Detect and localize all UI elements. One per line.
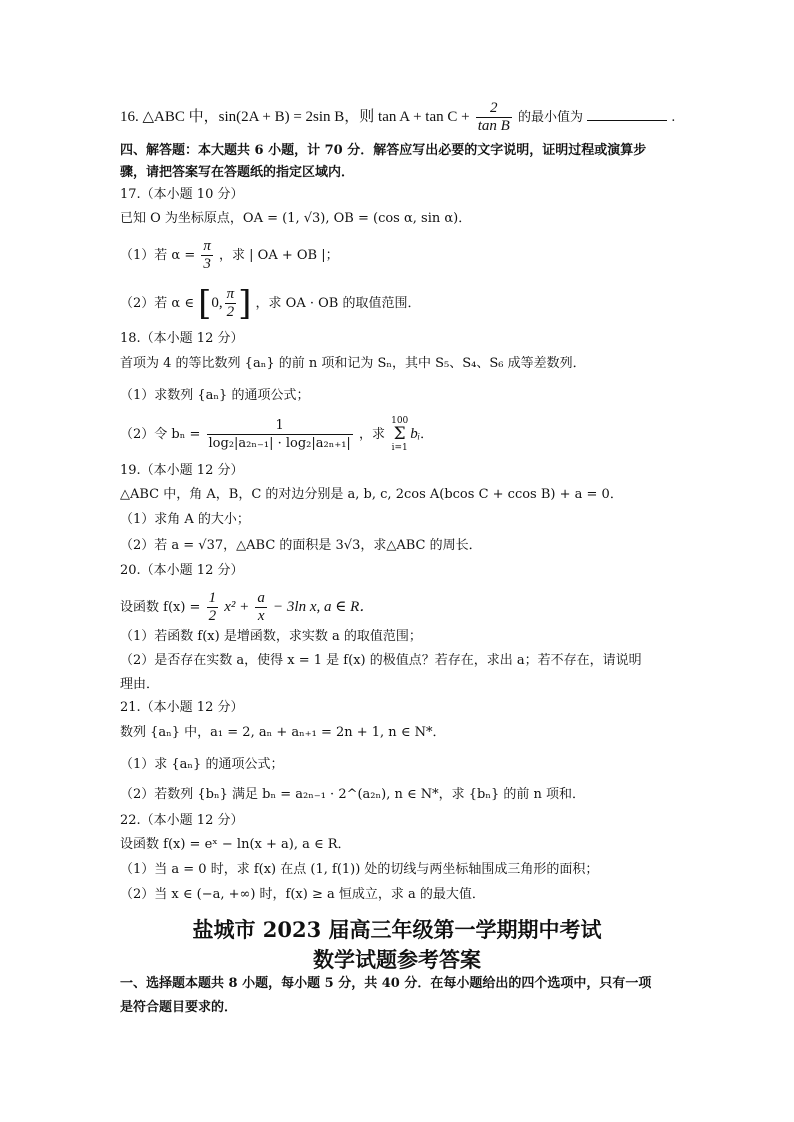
answer-section-1-cont: 是符合题目要求的． [120, 1000, 238, 1015]
q16-text: 16. △ABC 中，sin(2A + B) = 2sin B，则 tan A + tan C + [120, 109, 470, 125]
question-16: 16. △ABC 中，sin(2A + B) = 2sin B，则 tan A + tan C + $\frac{2}{\text{tan B}}$ 的最小值为 . [120, 100, 676, 134]
q20-part2-cont: 理由． [120, 677, 160, 692]
section-4-instructions-cont: 骤，请把答案写在答题纸的指定区域内． [120, 165, 355, 180]
q18-stem: 首项为 4 的等比数列 {aₙ} 的前 n 项和记为 Sₙ，其中 S₅、S₄、S₆ 成等差数列． [120, 356, 586, 371]
section-4-instructions: 四、解答题：本大题共 6 小题，计 70 分．解答应写出必要的文字说明，证明过程或演算步 [120, 143, 647, 158]
q17-part1: （1）若 α = $\frac{\pi}{3}$ ，求 | OA + OB |； [120, 238, 339, 272]
q17-p2-fraction: $\frac{\pi}{2}$ [226, 286, 235, 320]
q22-stem: 设函数 f(x) = eˣ − ln(x + a), a ∈ R． [120, 837, 351, 852]
q21-header: 21.（本小题 12 分） [120, 700, 244, 715]
q16-fraction: $\frac{2}{\text{tan B}}$ [477, 100, 510, 134]
q20-fraction-a-over-x: $\frac{a}{x}$ [257, 590, 265, 624]
q21-part1: （1）求 {aₙ} 的通项公式； [120, 757, 284, 772]
q22-part2: （2）当 x ∈ (−a, +∞) 时，f(x) ≥ a 恒成立，求 a 的最大值． [120, 887, 485, 902]
q19-stem: △ABC 中，角 A，B，C 的对边分别是 a, b, c, 2cos A(bcos C + ccos B) + a = 0． [120, 487, 623, 502]
q19-part2: （2）若 a = √37，△ABC 的面积是 3√3，求△ABC 的周长． [120, 538, 482, 553]
q16-suffix: 的最小值为 [517, 110, 583, 125]
q18-part2: （2）令 bₙ = $\frac{1}{\text{log₂|a₂ₙ₋₁| · log₂|a₂ₙ₊₁|}}$ ，求 100 Σ i=1bᵢ． [120, 416, 434, 453]
q17-part2: （2）若 α ∈ [0, $\frac{\pi}{2}$ ] ，求 OA · OB 的取值范围． [120, 283, 421, 324]
q20-fraction-half: $\frac{1}{2}$ [208, 590, 217, 624]
answer-key-subtitle: 数学试题参考答案 [313, 947, 481, 972]
q20-stem: 设函数 f(x) = $\frac{1}{2}$ x² + $\frac{a}{x}$ − 3ln x, a ∈ R． [120, 590, 375, 624]
q21-part2: （2）若数列 {bₙ} 满足 bₙ = a₂ₙ₋₁ · 2^(a₂ₙ), n ∈ N*，求 {bₙ} 的前 n 项和． [120, 787, 585, 802]
q20-header: 20.（本小题 12 分） [120, 563, 244, 578]
q21-stem: 数列 {aₙ} 中，a₁ = 2, aₙ + aₙ₊₁ = 2n + 1, n ∈ N*． [120, 725, 446, 740]
q19-part1: （1）求角 A 的大小； [120, 512, 250, 527]
q18-fraction: $\frac{1}{\text{log₂|a₂ₙ₋₁| · log₂|a₂ₙ₊₁|}}$ [208, 418, 351, 451]
q18-part1: （1）求数列 {aₙ} 的通项公式； [120, 388, 310, 403]
answer-key-title: 盐城市 2023 届高三年级第一学期期中考试 [192, 917, 602, 942]
q22-part1: （1）当 a = 0 时，求 f(x) 在点 (1, f(1)) 处的切线与两坐标轴围成三角形的面积； [120, 862, 599, 877]
left-bracket: [ [198, 283, 212, 324]
answer-section-1: 一、选择题本题共 8 小题，每小题 5 分，共 40 分．在每小题给出的四个选项中，只有一项 [120, 976, 652, 991]
q22-header: 22.（本小题 12 分） [120, 813, 244, 828]
q19-header: 19.（本小题 12 分） [120, 463, 244, 478]
q18-header: 18.（本小题 12 分） [120, 331, 244, 346]
right-bracket: ] [238, 283, 252, 324]
q17-header: 17.（本小题 10 分） [120, 187, 244, 202]
answer-blank [587, 106, 667, 121]
q17-p1-fraction: $\frac{\pi}{3}$ [203, 238, 211, 272]
q20-part1: （1）若函数 f(x) 是增函数，求实数 a 的取值范围； [120, 629, 422, 644]
summation-symbol: 100 Σ i=1 [391, 416, 409, 453]
q20-part2: （2）是否存在实数 a，使得 x = 1 是 f(x) 的极值点？若存在，求出 a；若不存在，请说明 [120, 653, 642, 668]
q17-stem: 已知 O 为坐标原点，OA = (1, √3), OB = (cos α, sin α)． [120, 211, 472, 226]
